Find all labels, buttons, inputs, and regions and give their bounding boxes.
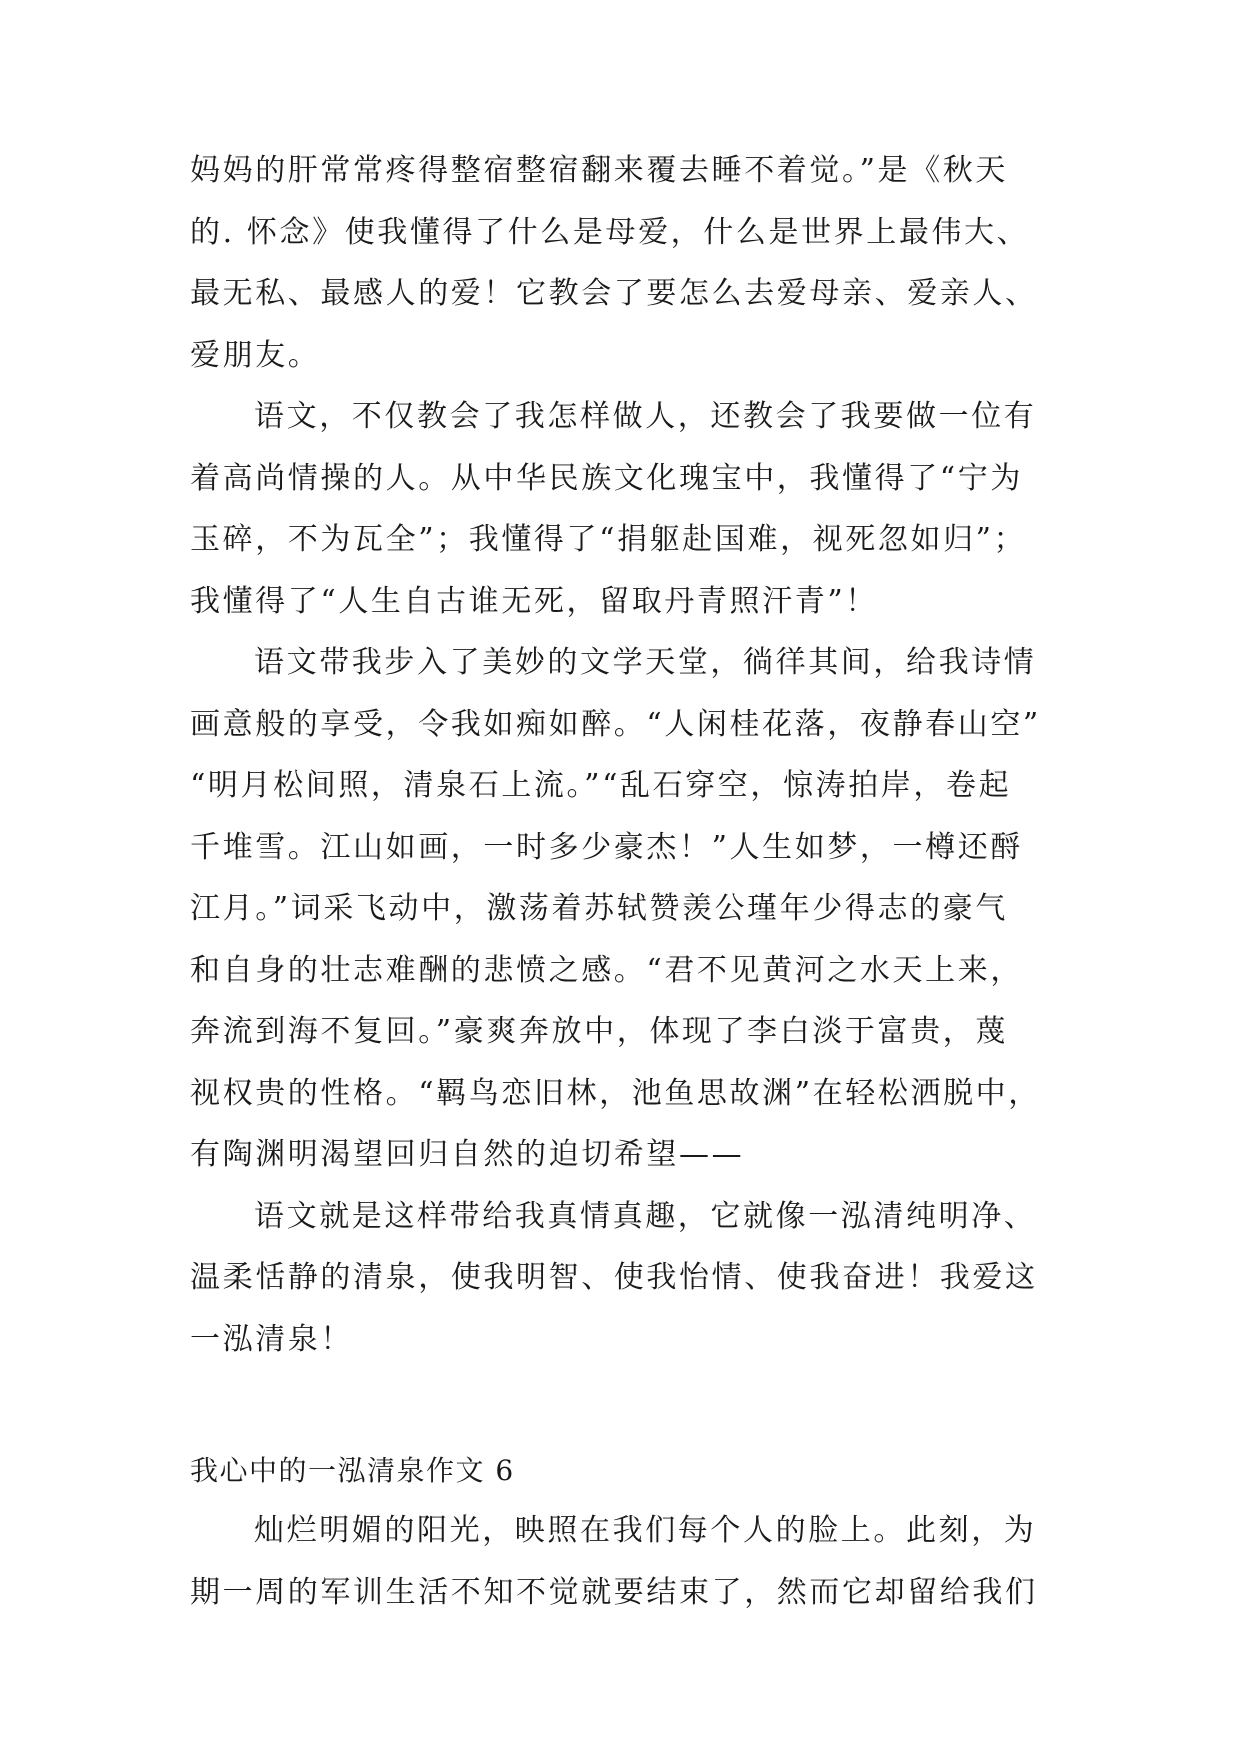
paragraph (190, 1500, 1070, 1623)
text-line: 的. 怀念》使我懂得了什么是母爱，什么是世界上最伟大、 (190, 214, 1030, 250)
text-line: 画意般的享受，令我如痴如醉。“人闲桂花落，夜静春山空” (190, 706, 1041, 742)
section-spacer (190, 1370, 1070, 1442)
text-line: 有陶渊明渴望回归自然的迫切希望—— (190, 1137, 745, 1172)
paragraph (190, 386, 1070, 632)
text-line: 视权贵的性格。“羁鸟恋旧林，池鱼思故渊”在轻松洒脱中， (190, 1075, 1041, 1111)
text-line: 妈妈的肝常常疼得整宿整宿翻来覆去睡不着觉。”是《秋天 (190, 153, 1008, 188)
text-line: 着高尚情操的人。从中华民族文化瑰宝中，我懂得了“宁为 (190, 460, 1023, 496)
text-line: 奔流到海不复回。”豪爽奔放中，体现了李白淡于富贵，蔑 (190, 1014, 1008, 1049)
text-line: 温柔恬静的清泉，使我明智、使我怡情、使我奋进！我爱这 (190, 1260, 1038, 1295)
text-line: 期一周的军训生活不知不觉就要结束了，然而它却留给我们 (190, 1574, 1038, 1610)
text-line: 爱朋友。 (190, 337, 321, 373)
text-line: 江月。”词采飞动中，激荡着苏轼赞羡公瑾年少得志的豪气 (190, 891, 1008, 926)
text-line: 灿烂明媚的阳光，映照在我们每个人的脸上。此刻，为 (254, 1513, 1037, 1548)
document-body (190, 140, 1070, 1623)
text-line: 和自身的壮志难酬的悲愤之感。“君不见黄河之水天上来， (190, 952, 1023, 988)
text-line: 语文，不仅教会了我怎样做人，还教会了我要做一位有 (254, 399, 1037, 434)
text-line: 语文就是这样带给我真情真趣，它就像一泓清纯明净、 (254, 1198, 1037, 1234)
paragraph (190, 632, 1070, 1186)
text-line: 一泓清泉！ (190, 1321, 353, 1357)
text-line: 语文带我步入了美妙的文学天堂，徜徉其间，给我诗情 (254, 645, 1037, 680)
paragraph (190, 1186, 1070, 1371)
text-line: 玉碎，不为瓦全”；我懂得了“捐躯赴国难，视死忽如归”； (190, 522, 1027, 557)
text-line: “明月松间照，清泉石上流。”“乱石穿空，惊涛拍岸，卷起 (190, 768, 1012, 803)
section-heading: 我心中的一泓清泉作文 6 (190, 1454, 515, 1487)
text-line: 我懂得了“人生自古谁无死，留取丹青照汗青”！ (190, 583, 878, 619)
text-line: 最无私、最感人的爱！它教会了要怎么去爱母亲、爱亲人、 (190, 276, 1038, 311)
text-line: 千堆雪。江山如画，一时多少豪杰！”人生如梦，一樽还酹 (190, 829, 1023, 865)
paragraph (190, 140, 1070, 386)
